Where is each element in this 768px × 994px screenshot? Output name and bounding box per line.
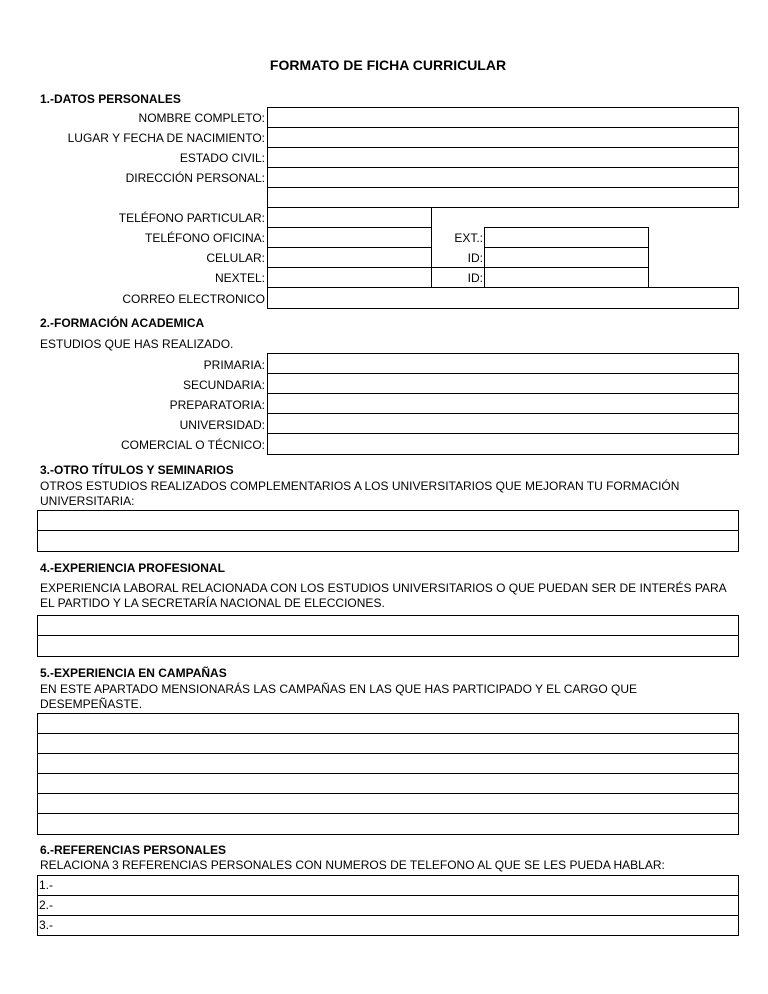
titles-description: OTROS ESTUDIOS REALIZADOS COMPLEMENTARIOS A LOS UNIVERSITARIOS QUE MEJORAN TU FORMACIÓN UNIVERSITARIA: xyxy=(40,479,680,508)
label-nextel: NEXTEL: xyxy=(214,271,265,285)
experience-field-1[interactable] xyxy=(38,616,738,636)
label-email: CORREO ELECTRONICO xyxy=(122,292,265,306)
references-grid xyxy=(37,875,739,936)
extension-field[interactable] xyxy=(485,228,648,248)
label-cell-id: ID: xyxy=(467,251,483,265)
section-heading-experience: 4.-EXPERIENCIA PROFESIONAL xyxy=(40,561,225,575)
nextel-field[interactable] xyxy=(268,268,431,287)
titles-grid xyxy=(37,510,739,552)
references-description: RELACIONA 3 REFERENCIAS PERSONALES CON NUMEROS DE TELEFONO AL QUE SE LES PUEDA HABLAR: xyxy=(40,858,665,872)
campaigns-field-6[interactable] xyxy=(38,814,738,834)
experience-grid xyxy=(37,615,739,657)
section-heading-campaigns: 5.-EXPERIENCIA EN CAMPAÑAS xyxy=(40,666,227,680)
label-university: UNIVERSIDAD: xyxy=(179,418,265,432)
birth-place-date-field[interactable] xyxy=(268,128,738,148)
cellphone-field[interactable] xyxy=(268,248,431,268)
campaigns-description: EN ESTE APARTADO MENSIONARÁS LAS CAMPAÑAS EN LAS QUE HAS PARTICIPADO Y EL CARGO QUE DESEMPEÑASTE. xyxy=(40,682,638,711)
campaigns-field-2[interactable] xyxy=(38,734,738,754)
label-marital-status: ESTADO CIVIL: xyxy=(179,151,265,165)
label-high-school: PREPARATORIA: xyxy=(169,398,265,412)
cell-id-field[interactable] xyxy=(485,248,648,268)
label-nextel-id: ID: xyxy=(467,271,483,285)
titles-field-2[interactable] xyxy=(38,531,738,551)
section-heading-academic: 2.-FORMACIÓN ACADEMICA xyxy=(40,316,205,330)
home-phone-field[interactable] xyxy=(268,208,431,228)
marital-status-field[interactable] xyxy=(268,148,738,168)
campaigns-grid xyxy=(37,713,739,835)
email-field[interactable] xyxy=(267,287,739,309)
reference-row-3[interactable]: 3.- xyxy=(39,918,54,932)
reference-row-2[interactable]: 2.- xyxy=(38,896,738,916)
experience-description: EXPERIENCIA LABORAL RELACIONADA CON LOS ESTUDIOS UNIVERSITARIOS O QUE PUEDAN SER DE INTERÉS PARA EL PARTIDO Y LA SECRETARÍA NACIONAL DE ELECCIONES. xyxy=(40,581,726,610)
academic-grid xyxy=(267,353,739,455)
extension-grid xyxy=(484,227,649,288)
experience-field-2[interactable] xyxy=(38,636,738,656)
technical-field[interactable] xyxy=(268,434,738,454)
phone-grid xyxy=(267,207,432,288)
label-birth-place-date: LUGAR Y FECHA DE NACIMIENTO: xyxy=(67,131,265,145)
primary-field[interactable] xyxy=(268,354,738,374)
academic-description: ESTUDIOS QUE HAS REALIZADO. xyxy=(40,337,234,351)
form-title: FORMATO DE FICHA CURRICULAR xyxy=(269,57,507,73)
section-heading-references: 6.-REFERENCIAS PERSONALES xyxy=(40,843,227,857)
campaigns-field-5[interactable] xyxy=(38,794,738,814)
campaigns-field-3[interactable] xyxy=(38,754,738,774)
campaigns-field-1[interactable] xyxy=(38,714,738,734)
section-heading-titles: 3.-OTRO TÍTULOS Y SEMINARIOS xyxy=(40,463,234,477)
label-office-phone: TELÉFONO OFICINA: xyxy=(144,231,265,245)
label-technical: COMERCIAL O TÉCNICO: xyxy=(120,438,265,452)
full-name-field[interactable] xyxy=(268,108,738,128)
titles-field-1[interactable] xyxy=(38,511,738,531)
reference-row-1[interactable]: 1.- xyxy=(38,876,738,896)
address-field-line-2[interactable] xyxy=(268,188,738,207)
high-school-field[interactable] xyxy=(268,394,738,414)
personal-data-grid xyxy=(267,107,739,208)
university-field[interactable] xyxy=(268,414,738,434)
label-primary: PRIMARIA: xyxy=(203,358,265,372)
label-home-phone: TELÉFONO PARTICULAR: xyxy=(118,211,265,225)
label-address: DIRECCIÓN PERSONAL: xyxy=(125,171,265,185)
office-phone-field[interactable] xyxy=(268,228,431,248)
secondary-field[interactable] xyxy=(268,374,738,394)
label-extension: EXT.: xyxy=(454,231,483,245)
nextel-id-field[interactable] xyxy=(485,268,648,287)
label-cellphone: CELULAR: xyxy=(206,251,265,265)
label-secondary: SECUNDARIA: xyxy=(182,378,265,392)
label-full-name: NOMBRE COMPLETO: xyxy=(138,111,265,125)
address-field-line-1[interactable] xyxy=(268,168,738,188)
section-heading-personal-data: 1.-DATOS PERSONALES xyxy=(40,92,181,106)
campaigns-field-4[interactable] xyxy=(38,774,738,794)
